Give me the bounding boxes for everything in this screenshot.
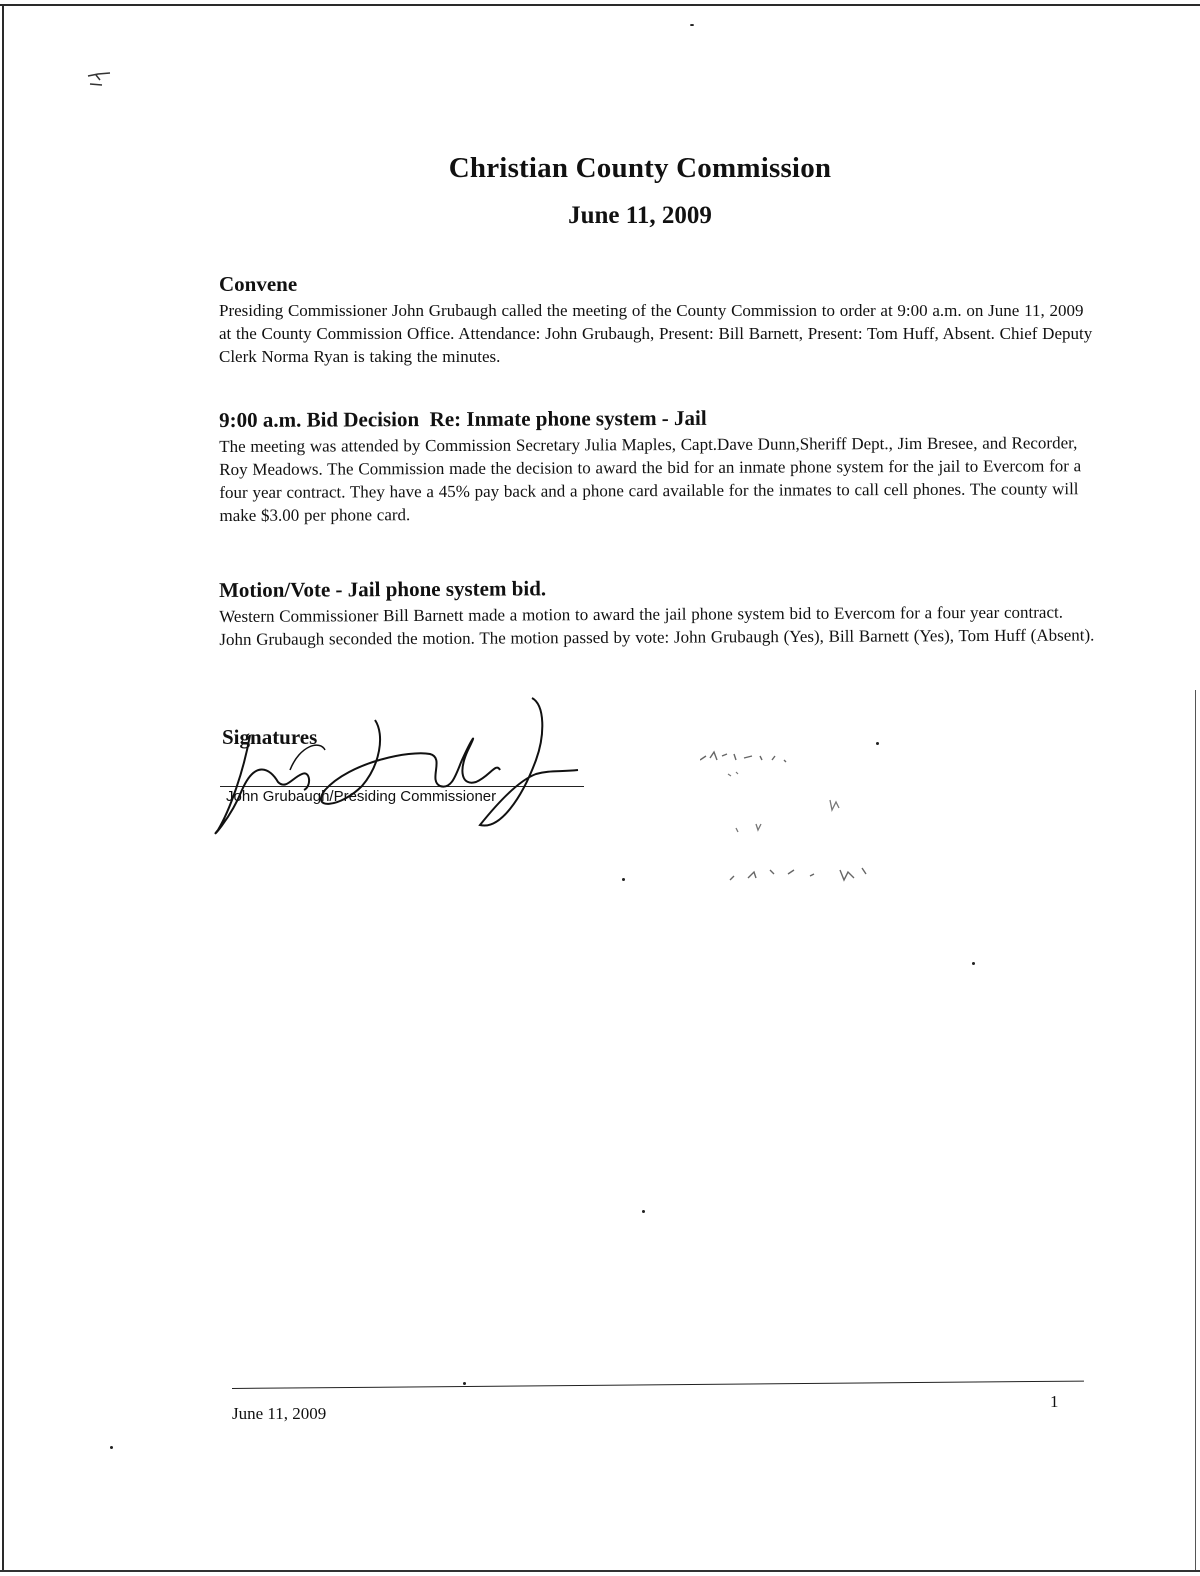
scan-speck xyxy=(642,1210,645,1213)
section-body: The meeting was attended by Commission Secretary Julia Maples, Capt.Dave Dunn,Sheriff Dept., Jim Bresee, and Recorder, Roy Meadows. The Commission made the decision to award the bid for an inmate phone system for the jail to Evercom for a four year contract. They have a 45% pay back and a phone card available for the inmates to call cell phones. The county will make $3.00 per phone card. xyxy=(219,433,1082,525)
document-title: Christian County Commission xyxy=(448,152,832,184)
page-number: 1 xyxy=(1050,1392,1059,1411)
section-motion-vote xyxy=(219,573,1099,651)
handwritten-signature-image xyxy=(200,690,600,850)
scan-artifact-mark xyxy=(86,70,116,94)
section-body: Western Commissioner Bill Barnett made a motion to award the jail phone system bid to Evercom for a four year contract. John Grubaugh seconded the motion. The motion passed by vote: John Grubaugh (Yes), Bill Barnett (Yes), Tom Huff (Absent). xyxy=(219,602,1095,649)
scan-speck xyxy=(972,962,975,965)
scan-edge-bottom xyxy=(0,1570,1200,1572)
section-heading: 9:00 a.m. Bid Decision Re: Inmate phone system - Jail xyxy=(219,405,707,432)
faded-stamp-marks xyxy=(700,740,900,900)
scan-edge-right xyxy=(1195,690,1196,1570)
document-date: June 11, 2009 xyxy=(568,202,712,229)
section-bid-decision xyxy=(219,404,1100,527)
scan-speck xyxy=(110,1446,113,1449)
footer-date: June 11, 2009 xyxy=(232,1404,327,1423)
footer-rule xyxy=(232,1381,1084,1389)
scan-speck xyxy=(622,878,625,881)
section-heading: Motion/Vote - Jail phone system bid. xyxy=(219,576,547,602)
scan-edge-left xyxy=(2,4,4,1570)
scan-speck xyxy=(463,1382,466,1385)
section-heading: Convene xyxy=(219,272,298,296)
section-body: Presiding Commissioner John Grubaugh called the meeting of the County Commission to order at 9:00 a.m. on June 11, 2009 at the County Commission Office. Attendance: John Grubaugh, Present: Bill Barnett, Present: Tom Huff, Absent. Chief Deputy Clerk Norma Ryan is taking the minutes. xyxy=(219,301,1093,366)
scan-speck xyxy=(690,24,694,26)
scan-edge-top xyxy=(0,4,1200,6)
section-convene xyxy=(219,272,1099,368)
signatures-heading: Signatures xyxy=(222,725,318,749)
signature-caption: John Grubaugh/Presiding Commissioner xyxy=(226,788,497,805)
